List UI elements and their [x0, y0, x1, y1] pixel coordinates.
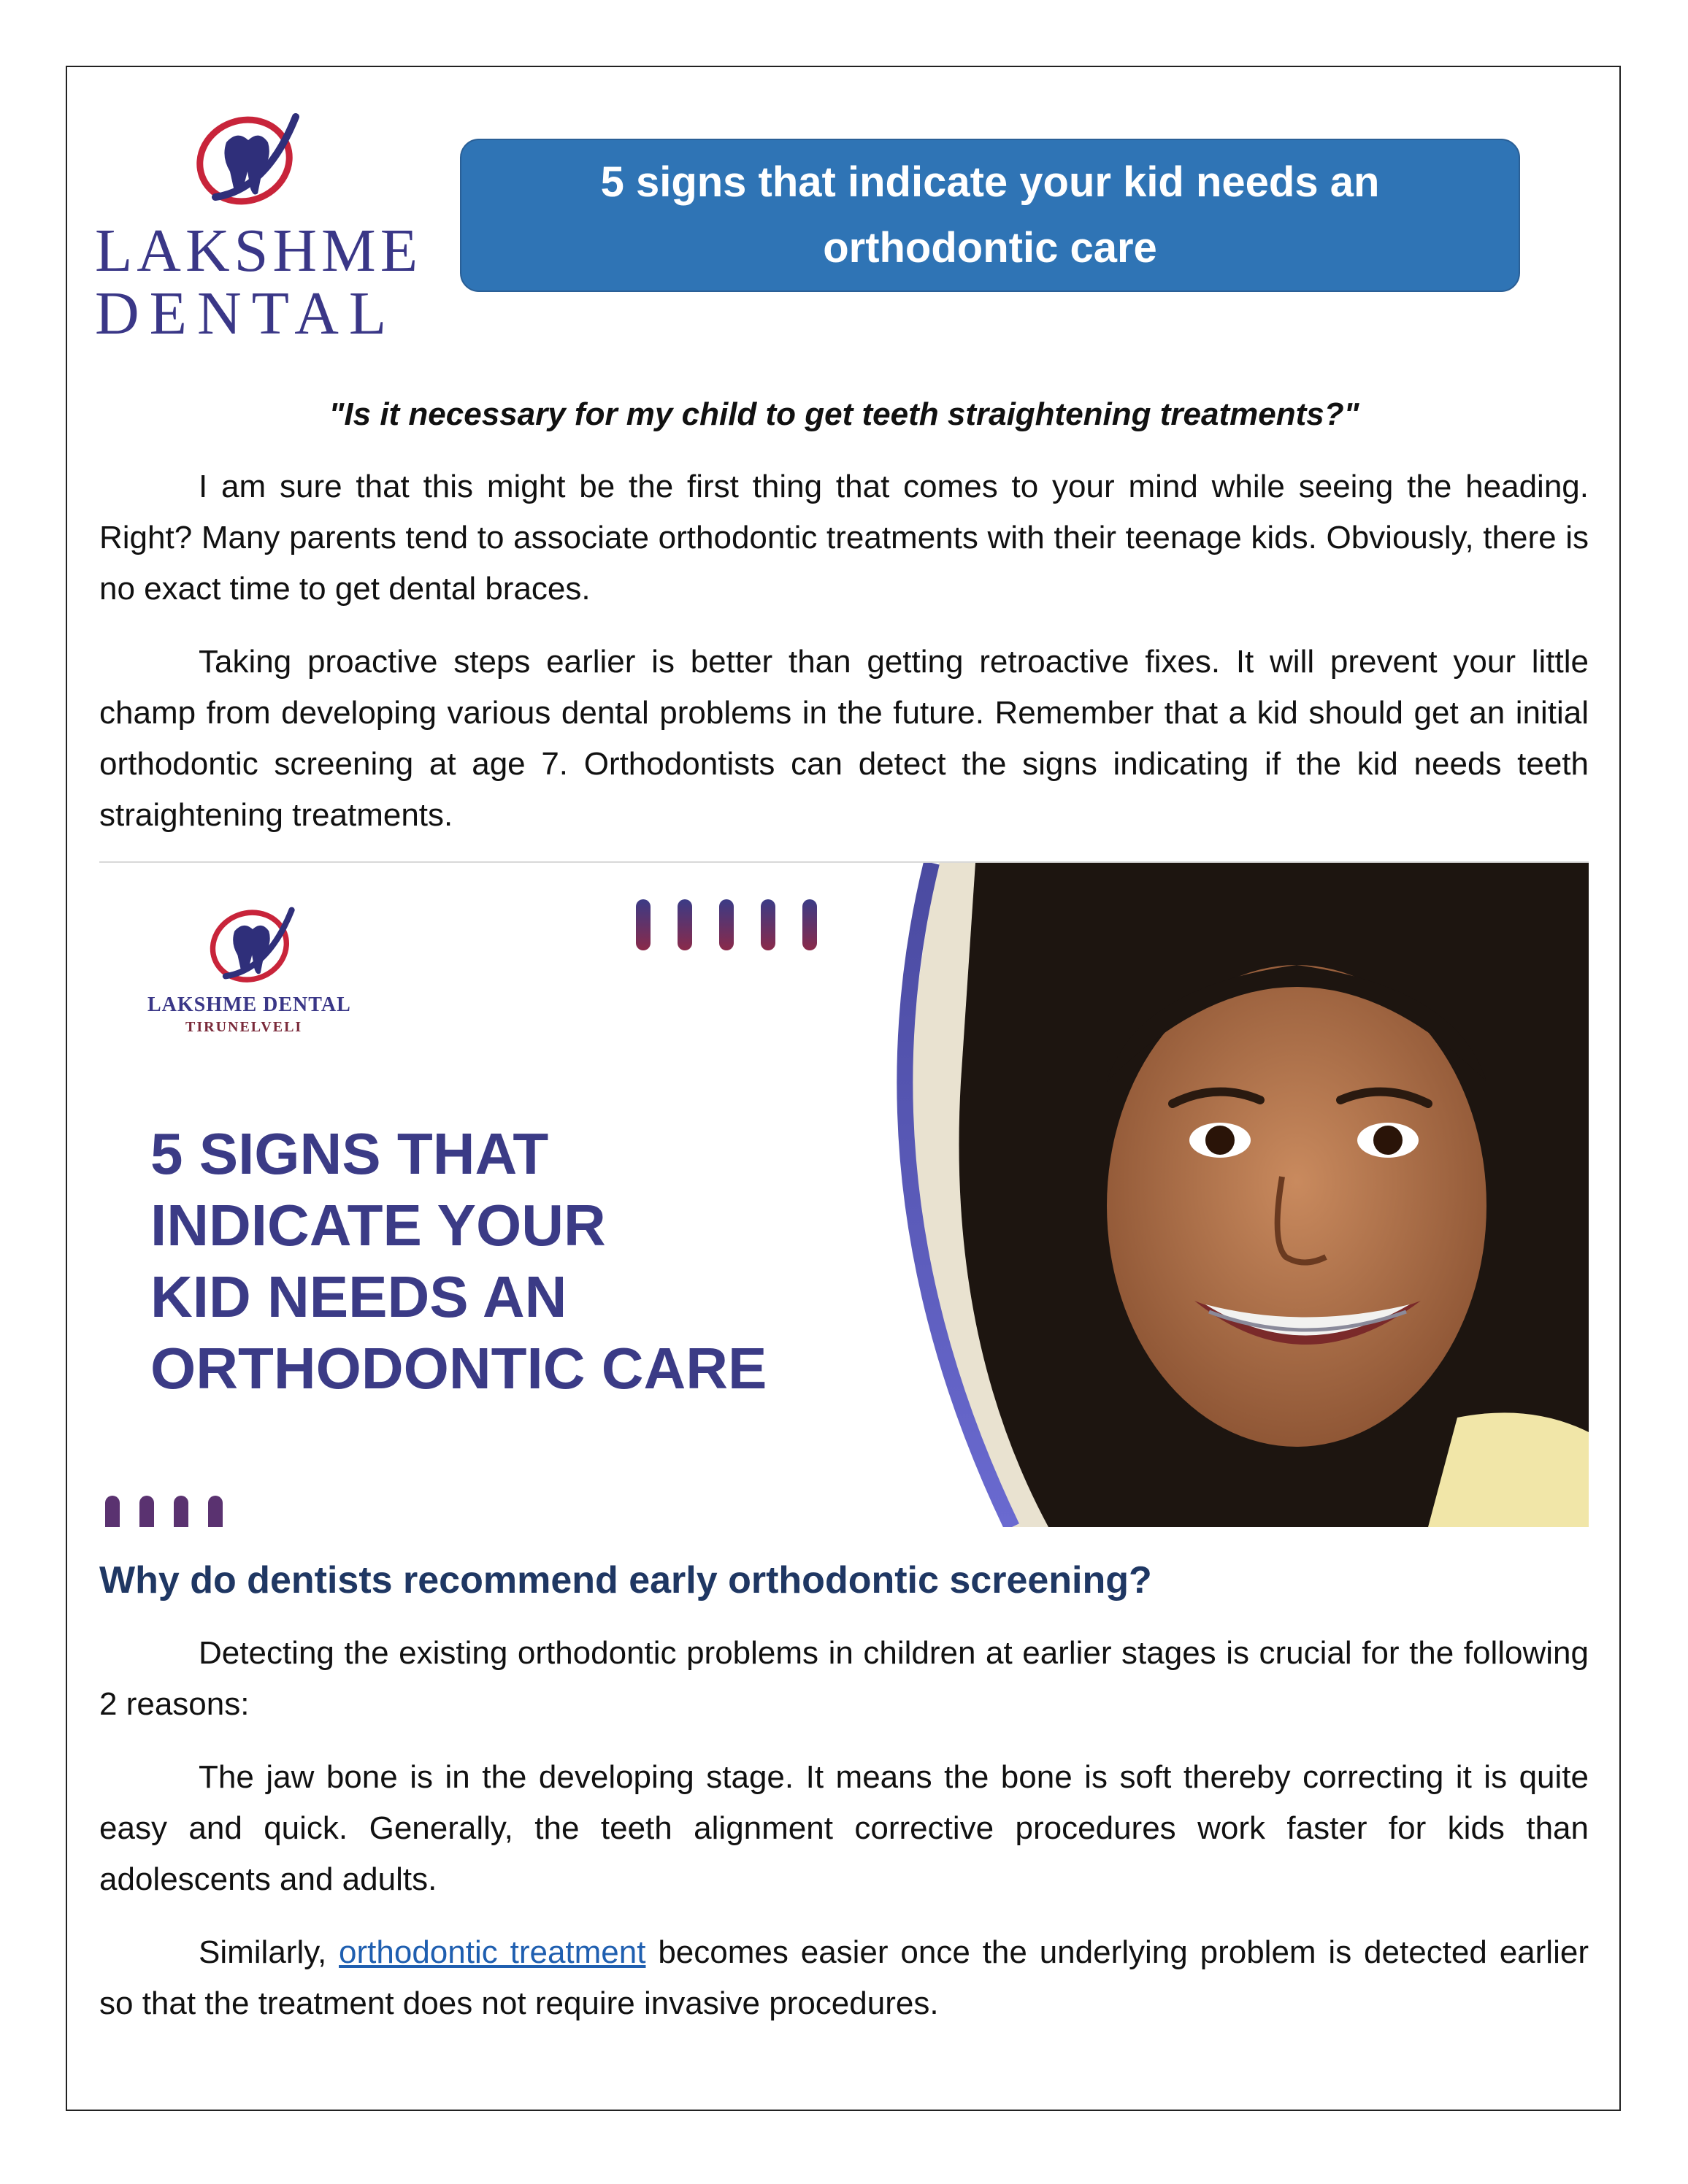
tooth-logo-icon	[186, 102, 310, 212]
section-paragraph-1: Detecting the existing orthodontic problems in children at earlier stages is crucial for the following 2 reasons:	[99, 1635, 1589, 1722]
decorative-bars-icon	[632, 892, 822, 958]
title-banner	[460, 139, 1520, 292]
section-paragraph-3	[99, 1927, 1589, 2029]
orthodontic-treatment-link[interactable]: orthodontic treatment	[339, 1934, 646, 1970]
section-heading: Why do dentists recommend early orthodontic screening?	[99, 1559, 1152, 1602]
banner-caption-line: KID NEEDS AN	[150, 1264, 567, 1329]
intro-quote: "Is it necessary for my child to get teeth straightening treatments?"	[329, 396, 1359, 432]
para3-prefix: Similarly,	[199, 1934, 339, 1970]
banner-caption	[150, 1118, 881, 1404]
banner-brand: LAKSHME DENTAL	[147, 993, 351, 1016]
lakshme-dental-logo	[95, 95, 423, 347]
banner-caption-line: 5 SIGNS THAT	[150, 1121, 549, 1186]
decorative-bars-bottom-icon	[99, 1492, 245, 1527]
article-banner-image	[99, 863, 1589, 1527]
para3-suffix: becomes easier once the underlying problem is detected earlier so that the treatment does not require invasive procedures.	[99, 1934, 1589, 2021]
page-title: 5 signs that indicate your kid needs an orthodontic care	[600, 158, 1380, 272]
banner-location: TIRUNELVELI	[185, 1019, 303, 1035]
intro-paragraph-1: I am sure that this might be the first thing that comes to your mind while seeing the heading. Right? Many parents tend to associate orthodontic treatments with their teenage kids. Obviously, there is no exact time to get dental braces.	[99, 469, 1589, 607]
mini-tooth-logo-icon	[202, 896, 304, 991]
logo-line-2: DENTAL	[95, 280, 397, 347]
banner-caption-line: INDICATE YOUR	[150, 1193, 606, 1258]
logo-line-1: LAKSHME	[95, 217, 423, 285]
section-paragraph-2: The jaw bone is in the developing stage. It means the bone is soft thereby correcting it is quite easy and quick. Generally, the teeth alignment corrective procedures work faster for kids than adolescents and adults.	[99, 1759, 1589, 1897]
child-with-braces-photo	[829, 863, 1589, 1527]
intro-paragraph-2: Taking proactive steps earlier is better than getting retroactive fixes. It will prevent your little champ from developing various dental problems in the future. Remember that a kid should get an initial orthodontic screening at age 7. Orthodontists can detect the signs indicating if the kid needs teeth straightening treatments.	[99, 644, 1589, 833]
banner-caption-line: ORTHODONTIC CARE	[150, 1336, 767, 1401]
